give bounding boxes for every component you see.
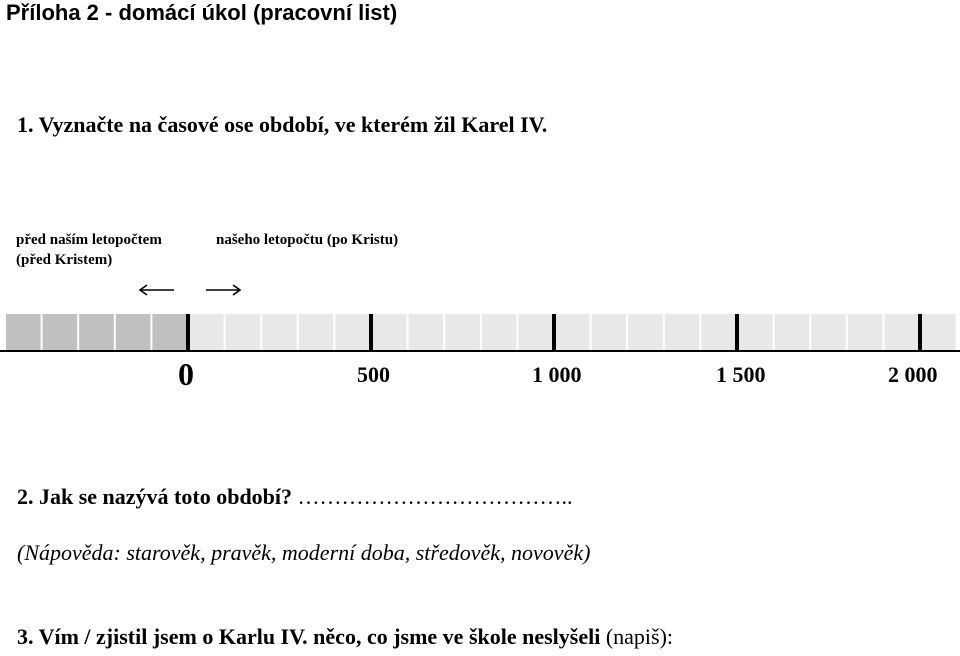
timeline-segment[interactable] [517, 314, 554, 350]
timeline-segment[interactable] [444, 314, 481, 350]
timeline-segment[interactable] [78, 314, 115, 350]
timeline-segment[interactable] [371, 314, 408, 350]
timeline-segment[interactable] [5, 314, 42, 350]
timeline-segment[interactable] [737, 314, 774, 350]
task-2-text: 2. Jak se nazývá toto období? [17, 484, 293, 509]
timeline-segment[interactable] [883, 314, 920, 350]
arrow-right-icon [206, 285, 240, 295]
tick-label-500: 500 [357, 362, 390, 387]
timeline-segment[interactable] [261, 314, 298, 350]
timeline-segment[interactable] [700, 314, 737, 350]
task-1-instruction: 1. Vyznačte na časové ose období, ve kterém žil Karel IV. [17, 112, 548, 137]
timeline-segment[interactable] [810, 314, 847, 350]
task-3-question [17, 624, 673, 650]
answer-blank[interactable]: ……………………………….. [292, 484, 573, 509]
hint-text: (Nápověda: starověk, pravěk, moderní doba, středověk, novověk) [17, 540, 591, 565]
timeline-segment[interactable] [151, 314, 188, 350]
timeline-segment[interactable] [554, 314, 591, 350]
tick-label-2000: 2 000 [888, 362, 938, 387]
timeline-segment[interactable] [627, 314, 664, 350]
tick-label-0: 0 [178, 356, 194, 392]
task-2-question [17, 484, 573, 510]
timeline-segment[interactable] [408, 314, 445, 350]
timeline-segment[interactable] [920, 314, 957, 350]
timeline-segment[interactable] [298, 314, 335, 350]
timeline-segment[interactable] [334, 314, 371, 350]
timeline-segment[interactable] [115, 314, 152, 350]
tick-label-1500: 1 500 [716, 362, 766, 387]
ad-label: našeho letopočtu (po Kristu) [216, 232, 399, 248]
timeline-segment[interactable] [188, 314, 225, 350]
task-3-suffix: (napiš): [600, 624, 674, 649]
timeline-segment[interactable] [481, 314, 518, 350]
task-3-text: 3. Vím / zjistil jsem o Karlu IV. něco, co jsme ve škole neslyšeli [17, 624, 601, 649]
timeline-segment[interactable] [847, 314, 884, 350]
arrow-left-icon [140, 285, 174, 295]
page-title: Příloha 2 - domácí úkol (pracovní list) [6, 0, 398, 25]
timeline-segment[interactable] [42, 314, 79, 350]
timeline-segment[interactable] [664, 314, 701, 350]
timeline-axis[interactable] [0, 310, 960, 358]
direction-arrows [130, 276, 260, 306]
bc-label-line2: (před Kristem) [16, 252, 113, 268]
timeline-segment[interactable] [225, 314, 262, 350]
bc-label-line1: před naším letopočtem [16, 232, 162, 248]
timeline-segment[interactable] [774, 314, 811, 350]
timeline-segment[interactable] [591, 314, 628, 350]
tick-label-1000: 1 000 [532, 362, 582, 387]
